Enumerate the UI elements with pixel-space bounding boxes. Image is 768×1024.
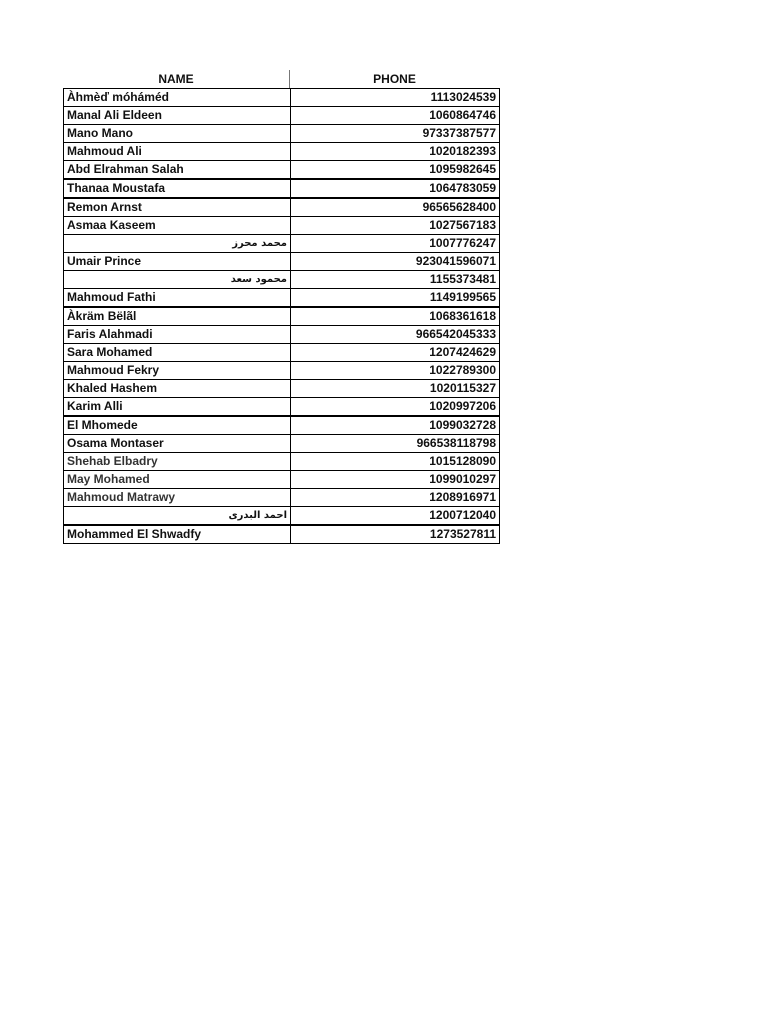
phone-cell[interactable]: 1020115327 xyxy=(291,380,500,398)
name-cell[interactable]: Mano Mano xyxy=(64,125,291,143)
phone-cell[interactable]: 1155373481 xyxy=(291,271,500,289)
name-cell[interactable]: Osama Montaser xyxy=(64,435,291,453)
table-row xyxy=(64,143,500,161)
name-cell[interactable]: محمود سعد xyxy=(64,271,291,289)
contacts-sheet xyxy=(63,70,499,544)
table-row xyxy=(64,289,500,308)
phone-cell[interactable]: 1113024539 xyxy=(291,89,500,107)
table-row xyxy=(64,489,500,507)
phone-column-header: PHONE xyxy=(373,72,416,86)
table-row xyxy=(64,235,500,253)
table-row xyxy=(64,416,500,435)
phone-cell[interactable]: 1149199565 xyxy=(291,289,500,308)
table-row xyxy=(64,107,500,125)
phone-cell[interactable]: 1068361618 xyxy=(291,307,500,326)
table-row xyxy=(64,271,500,289)
phone-cell[interactable]: 1207424629 xyxy=(291,344,500,362)
name-column-header: NAME xyxy=(63,70,290,88)
name-cell[interactable]: Sara Mohamed xyxy=(64,344,291,362)
table-row xyxy=(64,307,500,326)
phone-cell[interactable]: 1027567183 xyxy=(291,217,500,235)
phone-cell[interactable]: 966542045333 xyxy=(291,326,500,344)
name-cell[interactable]: Mahmoud Matrawy xyxy=(64,489,291,507)
table-row xyxy=(64,253,500,271)
name-cell[interactable]: محمد محرز xyxy=(64,235,291,253)
header-row xyxy=(63,70,499,88)
name-cell[interactable]: Àhmèď móháméd xyxy=(64,89,291,107)
table-row xyxy=(64,471,500,489)
table-row xyxy=(64,525,500,544)
table-row xyxy=(64,344,500,362)
table-row xyxy=(64,326,500,344)
name-cell[interactable]: Mahmoud Ali xyxy=(64,143,291,161)
phone-cell[interactable]: 1208916971 xyxy=(291,489,500,507)
table-row xyxy=(64,89,500,107)
table-row xyxy=(64,179,500,198)
name-cell[interactable]: Remon Arnst xyxy=(64,198,291,217)
name-cell[interactable]: Mohammed El Shwadfy xyxy=(64,525,291,544)
phone-cell[interactable]: 1015128090 xyxy=(291,453,500,471)
table-row xyxy=(64,435,500,453)
phone-cell[interactable]: 1200712040 xyxy=(291,507,500,526)
table-row xyxy=(64,125,500,143)
name-cell[interactable]: Abd Elrahman Salah xyxy=(64,161,291,180)
table-row xyxy=(64,217,500,235)
table-row xyxy=(64,198,500,217)
phone-cell[interactable]: 1064783059 xyxy=(291,179,500,198)
phone-cell[interactable]: 96565628400 xyxy=(291,198,500,217)
name-cell[interactable]: Mahmoud Fekry xyxy=(64,362,291,380)
phone-cell[interactable]: 1099010297 xyxy=(291,471,500,489)
phone-cell[interactable]: 1020997206 xyxy=(291,398,500,417)
name-cell[interactable]: Umair Prince xyxy=(64,253,291,271)
name-cell[interactable]: El Mhomede xyxy=(64,416,291,435)
phone-cell[interactable]: 1020182393 xyxy=(291,143,500,161)
name-cell[interactable]: Khaled Hashem xyxy=(64,380,291,398)
name-cell[interactable]: Faris Alahmadi xyxy=(64,326,291,344)
table-row xyxy=(64,398,500,417)
name-cell[interactable]: احمد البدرى xyxy=(64,507,291,526)
table-row xyxy=(64,362,500,380)
phone-cell[interactable]: 1095982645 xyxy=(291,161,500,180)
phone-cell[interactable]: 923041596071 xyxy=(291,253,500,271)
name-cell[interactable]: Àkräm Bëlãl xyxy=(64,307,291,326)
name-cell[interactable]: Thanaa Moustafa xyxy=(64,179,291,198)
name-cell[interactable]: Manal Ali Eldeen xyxy=(64,107,291,125)
phone-cell[interactable]: 1022789300 xyxy=(291,362,500,380)
name-cell[interactable]: Asmaa Kaseem xyxy=(64,217,291,235)
name-cell[interactable]: Karim Alli xyxy=(64,398,291,417)
phone-cell[interactable]: 1060864746 xyxy=(291,107,500,125)
table-body xyxy=(64,89,500,544)
table-row xyxy=(64,453,500,471)
table-row xyxy=(64,507,500,526)
phone-cell[interactable]: 966538118798 xyxy=(291,435,500,453)
phone-cell[interactable]: 1099032728 xyxy=(291,416,500,435)
name-cell[interactable]: Shehab Elbadry xyxy=(64,453,291,471)
phone-cell[interactable]: 97337387577 xyxy=(291,125,500,143)
table-row xyxy=(64,161,500,180)
name-cell[interactable]: Mahmoud Fathi xyxy=(64,289,291,308)
phone-cell[interactable]: 1007776247 xyxy=(291,235,500,253)
name-cell[interactable]: May Mohamed xyxy=(64,471,291,489)
phone-cell[interactable]: 1273527811 xyxy=(291,525,500,544)
contacts-table xyxy=(63,88,500,544)
table-row xyxy=(64,380,500,398)
